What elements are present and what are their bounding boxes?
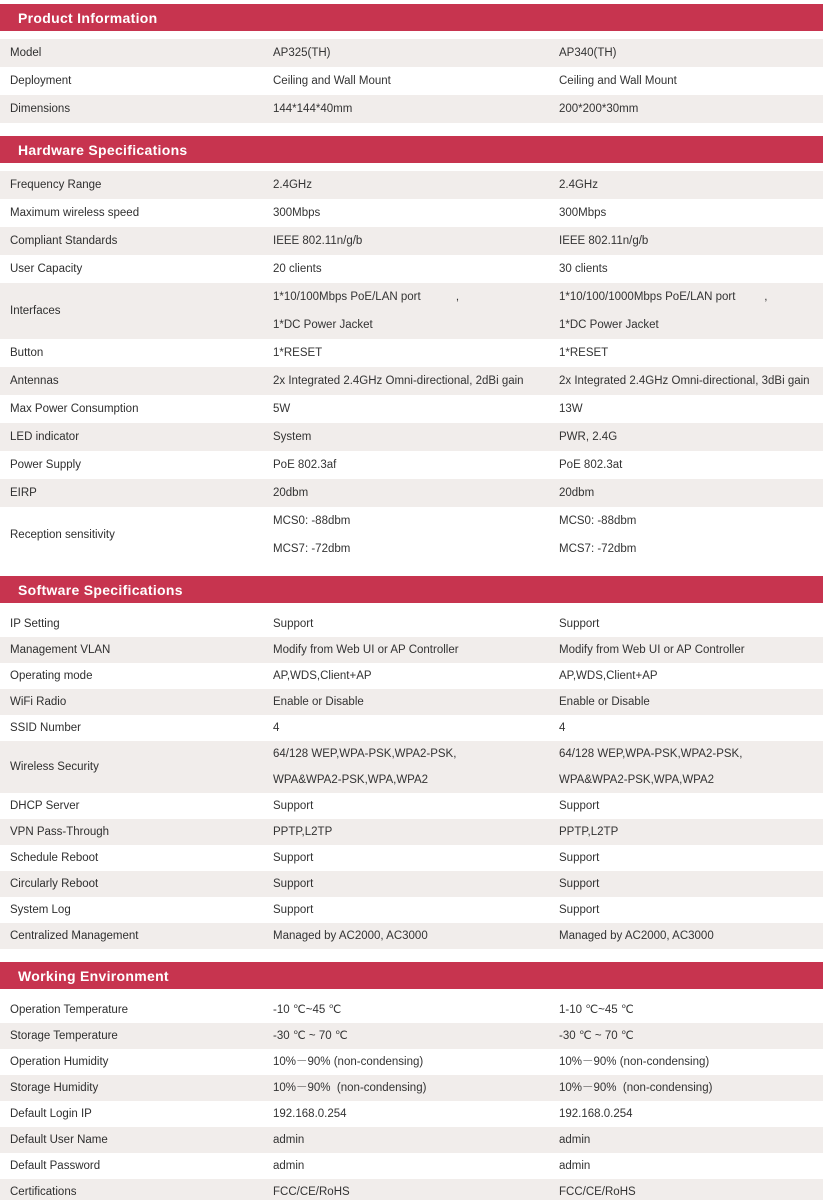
value-line: 192.168.0.254 [559,1108,633,1120]
row-value [273,845,559,871]
value-line: 5W [273,403,291,415]
value-line: Modify from Web UI or AP Controller [273,644,459,656]
section-title: Hardware Specifications [18,141,188,158]
row-value [273,897,559,923]
table-row [0,663,823,689]
row-value [559,507,823,563]
value-line: 10%－90% (non-condensing) [273,1056,424,1068]
value-line: 13W [559,403,583,415]
row-value [559,871,823,897]
value-line: PoE 802.3at [559,459,623,471]
row-label: Operating mode [10,670,93,682]
value-line: MCS7: -72dbm [273,543,351,555]
row-label: Power Supply [10,459,81,471]
row-label: Maximum wireless speed [10,207,140,219]
row-label: WiFi Radio [10,696,67,708]
value-line: 1*10/100/1000Mbps PoE/LAN port , [559,291,768,303]
row-label: Default Password [10,1160,101,1172]
row-value [273,227,559,255]
row-label: DHCP Server [10,800,80,812]
row-value [559,689,823,715]
row-value [273,637,559,663]
row-value [559,1075,823,1101]
row-label: Management VLAN [10,644,111,656]
row-value [273,339,559,367]
value-line: FCC/CE/RoHS [273,1186,350,1198]
row-label: Max Power Consumption [10,403,139,415]
table-row [0,793,823,819]
value-line: 1*DC Power Jacket [273,319,373,331]
value-line: IEEE 802.11n/g/b [559,235,649,247]
value-line: Ceiling and Wall Mount [273,75,391,87]
row-label: Operation Temperature [10,1004,129,1016]
value-line: System [273,431,312,443]
value-line: PWR, 2.4G [559,431,618,443]
value-line: WPA&WPA2-PSK,WPA,WPA2 [559,774,715,786]
value-line: Managed by AC2000, AC3000 [273,930,428,942]
value-line: Modify from Web UI or AP Controller [559,644,745,656]
value-line: 2x Integrated 2.4GHz Omni-directional, 2dBi gain [273,375,524,387]
value-line: MCS0: -88dbm [273,515,351,527]
value-line: Support [273,878,314,890]
value-line: Enable or Disable [559,696,650,708]
row-value [559,663,823,689]
table-row [0,997,823,1023]
value-line: IEEE 802.11n/g/b [273,235,363,247]
row-value [559,283,823,339]
row-value [273,367,559,395]
table-row [0,1127,823,1153]
value-line: MCS7: -72dbm [559,543,637,555]
value-line: 20dbm [273,487,309,499]
row-value [559,227,823,255]
value-line: 144*144*40mm [273,103,353,115]
table-row [0,171,823,199]
value-line: 1*RESET [273,347,323,359]
table-row [0,339,823,367]
table-row [0,255,823,283]
value-line: Enable or Disable [273,696,364,708]
row-value [273,395,559,423]
table-row [0,395,823,423]
section-rows [0,611,823,949]
table-row [0,423,823,451]
row-value [559,67,823,95]
row-value [559,637,823,663]
value-line: 1*DC Power Jacket [559,319,659,331]
value-line: 192.168.0.254 [273,1108,347,1120]
value-line: 1-10 ℃~45 ℃ [559,1004,634,1016]
section-header [0,962,823,989]
row-value [273,689,559,715]
table-row [0,689,823,715]
value-line: 300Mbps [559,207,607,219]
row-value [273,451,559,479]
value-line: Support [273,618,314,630]
row-value [559,1023,823,1049]
value-line: 1*10/100Mbps PoE/LAN port , [273,291,460,303]
table-row [0,611,823,637]
row-value [559,897,823,923]
value-line: 20dbm [559,487,595,499]
table-row [0,227,823,255]
row-value [559,715,823,741]
table-row [0,715,823,741]
table-row [0,39,823,67]
row-value [273,819,559,845]
value-line: AP,WDS,Client+AP [273,670,372,682]
row-label: Reception sensitivity [10,529,115,541]
row-value [273,479,559,507]
row-value [559,423,823,451]
table-row [0,1179,823,1200]
row-value [559,997,823,1023]
row-label: Antennas [10,375,59,387]
row-value [273,255,559,283]
row-value [559,39,823,67]
row-value [559,451,823,479]
section-rows [0,39,823,123]
row-label: Frequency Range [10,179,102,191]
value-line: 20 clients [273,263,322,275]
section-header [0,576,823,603]
row-value [559,741,823,793]
row-value [559,845,823,871]
row-value [273,1153,559,1179]
table-row [0,199,823,227]
row-value [273,171,559,199]
value-line: PoE 802.3af [273,459,337,471]
row-value [559,395,823,423]
value-line: Support [559,800,600,812]
value-line: 2.4GHz [273,179,312,191]
row-value [559,1179,823,1200]
row-label: Wireless Security [10,761,99,773]
row-value [559,1127,823,1153]
row-label: Operation Humidity [10,1056,109,1068]
value-line: 30 clients [559,263,608,275]
value-line: Support [273,904,314,916]
table-row [0,479,823,507]
value-line: 10%－90% (non-condensing) [273,1082,427,1094]
row-value [273,1101,559,1127]
row-value [273,997,559,1023]
value-line: Support [559,878,600,890]
table-row [0,819,823,845]
row-label: Dimensions [10,103,71,115]
value-line: 10%－90% (non-condensing) [559,1082,713,1094]
row-value [273,1023,559,1049]
value-line: Managed by AC2000, AC3000 [559,930,714,942]
table-row [0,845,823,871]
row-value [273,1049,559,1075]
table-row [0,923,823,949]
row-value [273,793,559,819]
value-line: 10%－90% (non-condensing) [559,1056,710,1068]
table-row [0,1023,823,1049]
table-row [0,1049,823,1075]
section-rows [0,997,823,1200]
row-value [559,793,823,819]
row-label: System Log [10,904,71,916]
row-value [273,199,559,227]
row-value [273,1075,559,1101]
value-line: PPTP,L2TP [559,826,619,838]
table-row [0,1101,823,1127]
row-value [559,367,823,395]
row-label: Button [10,347,44,359]
row-value [559,819,823,845]
value-line: 2.4GHz [559,179,598,191]
row-value [559,479,823,507]
value-line: 4 [273,722,280,734]
value-line: 2x Integrated 2.4GHz Omni-directional, 3dBi gain [559,375,810,387]
row-label: LED indicator [10,431,80,443]
row-value [559,1153,823,1179]
table-row [0,507,823,563]
value-line: 300Mbps [273,207,321,219]
section-title: Working Environment [18,967,169,984]
row-label: Interfaces [10,305,61,317]
section-header [0,4,823,31]
value-line: Support [559,904,600,916]
value-line: -30 ℃ ~ 70 ℃ [273,1030,348,1042]
value-line: 1*RESET [559,347,609,359]
row-value [559,199,823,227]
row-label: Centralized Management [10,930,139,942]
row-label: Storage Humidity [10,1082,99,1094]
row-value [273,507,559,563]
value-line: AP,WDS,Client+AP [559,670,658,682]
value-line: PPTP,L2TP [273,826,333,838]
table-row [0,637,823,663]
value-line: Support [559,618,600,630]
value-line: -30 ℃ ~ 70 ℃ [559,1030,634,1042]
value-line: -10 ℃~45 ℃ [273,1004,342,1016]
table-row [0,871,823,897]
row-label: Compliant Standards [10,235,118,247]
table-row [0,1075,823,1101]
row-value [559,1049,823,1075]
row-value [559,923,823,949]
table-row [0,95,823,123]
value-line: admin [273,1134,305,1146]
row-value [273,1179,559,1200]
value-line: 4 [559,722,566,734]
row-value [559,611,823,637]
value-line: Support [559,852,600,864]
row-value [273,663,559,689]
row-label: Storage Temperature [10,1030,118,1042]
row-value [273,1127,559,1153]
value-line: MCS0: -88dbm [559,515,637,527]
table-row [0,451,823,479]
row-label: SSID Number [10,722,81,734]
row-value [273,871,559,897]
value-line: 200*200*30mm [559,103,639,115]
row-value [273,67,559,95]
row-value [273,95,559,123]
row-label: Default Login IP [10,1108,92,1120]
row-label: Circularly Reboot [10,878,99,890]
row-value [273,923,559,949]
row-value [559,255,823,283]
row-value [273,611,559,637]
value-line: 64/128 WEP,WPA-PSK,WPA2-PSK, [273,748,457,760]
section-rows [0,171,823,563]
value-line: Ceiling and Wall Mount [559,75,677,87]
value-line: admin [559,1134,591,1146]
row-label: Certifications [10,1186,77,1198]
value-line: Support [273,800,314,812]
row-value [273,283,559,339]
row-value [273,423,559,451]
table-row [0,283,823,339]
row-label: User Capacity [10,263,83,275]
section-header [0,136,823,163]
row-value [559,171,823,199]
row-value [559,1101,823,1127]
row-value [559,95,823,123]
value-line: admin [559,1160,591,1172]
table-row [0,741,823,793]
table-row [0,897,823,923]
row-value [273,741,559,793]
value-line: FCC/CE/RoHS [559,1186,636,1198]
value-line: 64/128 WEP,WPA-PSK,WPA2-PSK, [559,748,743,760]
value-line: Support [273,852,314,864]
row-label: Deployment [10,75,72,87]
row-value [273,715,559,741]
table-row [0,1153,823,1179]
table-row [0,367,823,395]
row-label: IP Setting [10,618,60,630]
row-label: VPN Pass-Through [10,826,110,838]
section-title: Product Information [18,9,158,26]
row-value [559,339,823,367]
row-value [273,39,559,67]
value-line: AP325(TH) [273,47,331,59]
section-title: Software Specifications [18,581,183,598]
table-row [0,67,823,95]
row-label: EIRP [10,487,37,499]
row-label: Model [10,47,42,59]
value-line: WPA&WPA2-PSK,WPA,WPA2 [273,774,429,786]
value-line: AP340(TH) [559,47,617,59]
row-label: Schedule Reboot [10,852,99,864]
value-line: admin [273,1160,305,1172]
row-label: Default User Name [10,1134,108,1146]
